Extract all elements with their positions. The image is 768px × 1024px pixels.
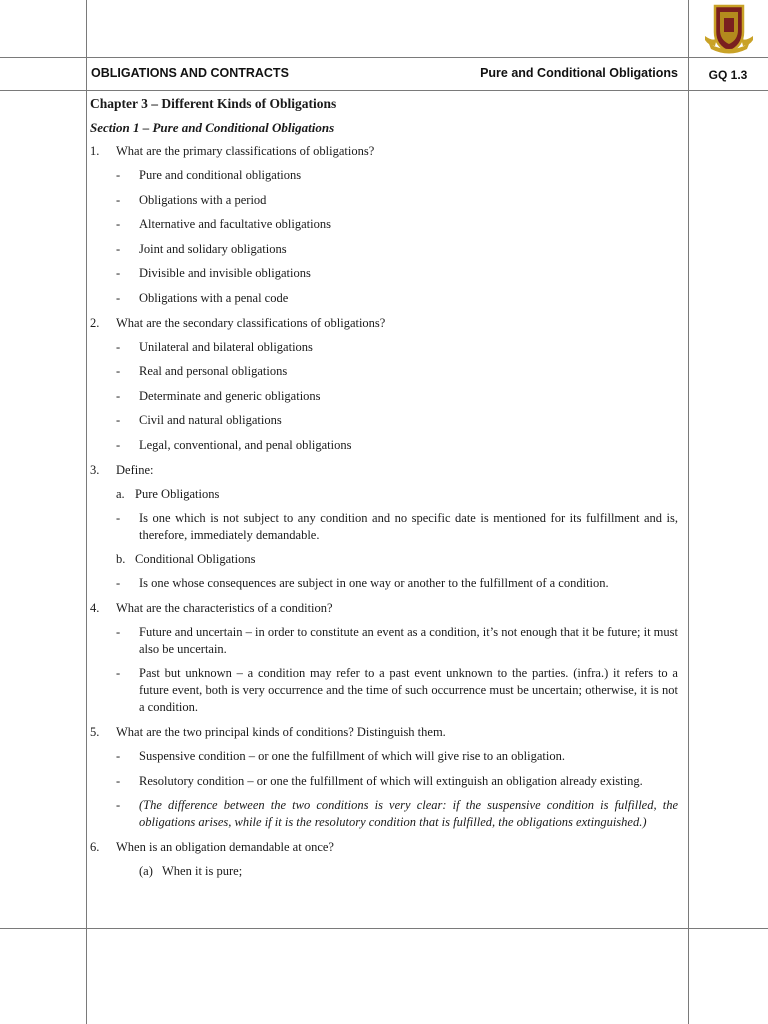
right-margin-rule — [688, 0, 689, 1024]
list-item-text: Civil and natural obligations — [139, 413, 282, 428]
list-item-text: Alternative and facultative obligations — [139, 217, 331, 232]
list-item — [90, 388, 678, 405]
question-text: Define: — [116, 462, 154, 477]
dash-bullet: - — [116, 290, 121, 305]
header-course-title: OBLIGATIONS AND CONTRACTS — [91, 66, 289, 80]
list-item — [90, 624, 678, 658]
dash-bullet: - — [116, 413, 121, 428]
dash-bullet: - — [116, 339, 121, 354]
sub-item-text: When it is pure; — [162, 863, 243, 878]
footer-rule — [0, 928, 768, 929]
list-item-text: Obligations with a penal code — [139, 290, 289, 305]
dash-bullet: - — [116, 666, 121, 681]
list-item-text: Joint and solidary obligations — [139, 241, 287, 256]
list-item — [90, 437, 678, 454]
header-topic-title: Pure and Conditional Obligations — [480, 66, 678, 80]
definition-text: Is one which is not subject to any condition and no specific date is mentioned for its fulfillment and is, therefore, immediately demandable. — [139, 510, 678, 542]
question-number: 2. — [90, 315, 100, 330]
question-number: 5. — [90, 724, 100, 739]
question-text: What are the characteristics of a condition? — [116, 600, 333, 615]
left-margin-rule — [86, 0, 87, 1024]
dash-bullet: - — [116, 773, 121, 788]
dash-bullet: - — [116, 266, 121, 281]
dash-bullet: - — [116, 192, 121, 207]
dash-bullet: - — [116, 748, 121, 763]
note-item — [90, 797, 678, 831]
list-item — [90, 748, 678, 765]
list-item-text: Suspensive condition – or one the fulfillment of which will give rise to an obligation. — [139, 748, 565, 763]
note-text: (The difference between the two conditions is very clear: if the suspensive condition is fulfilled, the obligations arises, while if it is the resolutory condition that is fulfilled, the obligations extinguished.) — [139, 798, 678, 830]
crest-seal-icon — [703, 2, 755, 56]
sub-item-label: (a) — [139, 863, 153, 878]
dash-bullet: - — [116, 798, 121, 813]
question-5 — [90, 724, 678, 741]
list-item — [90, 192, 678, 209]
list-item-text: Resolutory condition – or one the fulfillment of which will extinguish an obligation already existing. — [139, 773, 643, 788]
sub-item-b — [90, 551, 678, 568]
document-body — [90, 95, 678, 880]
list-item-text: Past but unknown – a condition may refer to a past event unknown to the parties. (infra.) it refers to a future event, both is very occurrence and the time of such occurrence must be uncertain; otherwise, it is not a condition. — [139, 666, 678, 715]
list-item-text: Unilateral and bilateral obligations — [139, 339, 313, 354]
dash-bullet: - — [116, 624, 121, 639]
header-bottom-rule — [0, 90, 768, 91]
question-text: When is an obligation demandable at once? — [116, 839, 334, 854]
definition-item — [90, 575, 678, 592]
question-number: 6. — [90, 839, 100, 854]
list-item — [90, 216, 678, 233]
question-1 — [90, 143, 678, 160]
question-4 — [90, 600, 678, 617]
list-item — [90, 167, 678, 184]
list-item-text: Divisible and invisible obligations — [139, 266, 311, 281]
list-item-text: Future and uncertain – in order to constitute an event as a condition, it’s not enough that it be future; it must also be uncertain. — [139, 624, 678, 656]
dash-bullet: - — [116, 364, 121, 379]
list-item-text: Legal, conventional, and penal obligations — [139, 437, 352, 452]
question-2 — [90, 315, 678, 332]
question-3 — [90, 462, 678, 479]
list-item-text: Real and personal obligations — [139, 364, 288, 379]
dash-bullet: - — [116, 576, 121, 591]
sub-item-a — [90, 486, 678, 503]
list-item — [90, 773, 678, 790]
section-title: Section 1 – Pure and Conditional Obligations — [90, 120, 335, 135]
list-item — [90, 290, 678, 307]
sub-item-a — [90, 863, 678, 880]
list-item-text: Obligations with a period — [139, 192, 267, 207]
list-item — [90, 665, 678, 716]
list-item — [90, 412, 678, 429]
list-item — [90, 265, 678, 282]
sub-item-label: a. — [116, 486, 125, 501]
list-item — [90, 363, 678, 380]
definition-item — [90, 510, 678, 544]
question-number: 4. — [90, 600, 100, 615]
list-item — [90, 339, 678, 356]
definition-text: Is one whose consequences are subject in one way or another to the fulfillment of a condition. — [139, 576, 609, 591]
question-number: 3. — [90, 462, 100, 477]
list-item-text: Determinate and generic obligations — [139, 388, 321, 403]
dash-bullet: - — [116, 388, 121, 403]
list-item-text: Pure and conditional obligations — [139, 168, 302, 182]
list-item — [90, 241, 678, 258]
question-text: What are the two principal kinds of conditions? Distinguish them. — [116, 724, 446, 739]
question-6 — [90, 839, 678, 856]
dash-bullet: - — [116, 241, 121, 256]
sub-item-title: Conditional Obligations — [135, 552, 256, 567]
dash-bullet: - — [116, 510, 121, 525]
dash-bullet: - — [116, 437, 121, 452]
dash-bullet: - — [116, 217, 121, 232]
dash-bullet: - — [116, 168, 121, 182]
question-number: 1. — [90, 144, 100, 158]
header-doc-code: GQ 1.3 — [708, 68, 748, 82]
question-text: What are the secondary classifications of obligations? — [116, 315, 386, 330]
sub-item-title: Pure Obligations — [135, 486, 220, 501]
question-text: What are the primary classifications of obligations? — [116, 144, 375, 158]
sub-item-label: b. — [116, 552, 126, 567]
chapter-title: Chapter 3 – Different Kinds of Obligations — [90, 96, 337, 111]
